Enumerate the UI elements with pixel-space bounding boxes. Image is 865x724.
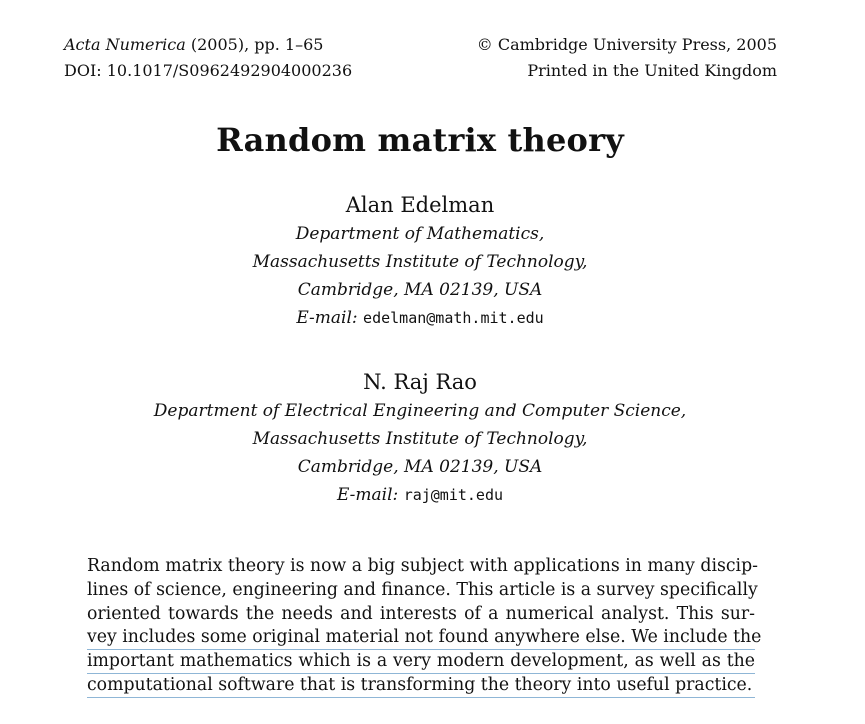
journal-citation bbox=[64, 32, 352, 58]
author-name: N. Raj Rao bbox=[363, 370, 477, 394]
affiliation-line: Massachusetts Institute of Technology, bbox=[252, 429, 588, 449]
author-block-2 bbox=[0, 367, 840, 509]
journal-info: (2005), pp. 1–65 bbox=[185, 35, 324, 54]
author-block-1 bbox=[0, 190, 840, 332]
affiliation-line: Cambridge, MA 02139, USA bbox=[297, 280, 543, 300]
copyright: © Cambridge University Press, 2005 bbox=[476, 35, 777, 54]
author-email: raj@mit.edu bbox=[403, 486, 504, 504]
author-email-line bbox=[0, 304, 840, 332]
journal-name: Acta Numerica bbox=[64, 35, 186, 54]
affiliation-line: Cambridge, MA 02139, USA bbox=[297, 457, 543, 477]
abstract-line: Random matrix theory is now a big subject with applications in many discip- bbox=[87, 556, 758, 576]
abstract-line: oriented towards the needs and interests of a numerical analyst. This sur- bbox=[87, 604, 755, 624]
affiliation-line: Department of Mathematics, bbox=[295, 224, 545, 244]
abstract bbox=[87, 554, 762, 698]
author-email: edelman@math.mit.edu bbox=[363, 309, 544, 327]
abstract-line: computational software that is transforming the theory into useful practice. bbox=[87, 674, 755, 698]
doi: DOI: 10.1017/S0962492904000236 bbox=[64, 61, 353, 80]
printed-location: Printed in the United Kingdom bbox=[527, 61, 777, 80]
affiliation-line: Massachusetts Institute of Technology, bbox=[252, 252, 588, 272]
abstract-line: vey includes some original material not found anywhere else. We include the bbox=[87, 626, 755, 650]
publisher-header bbox=[477, 32, 777, 84]
author-name: Alan Edelman bbox=[345, 193, 495, 217]
abstract-line: lines of science, engineering and finance. This article is a survey specifically bbox=[87, 580, 758, 600]
email-label: E-mail: bbox=[296, 308, 358, 328]
email-label: E-mail: bbox=[336, 485, 399, 505]
paper-title: Random matrix theory bbox=[216, 121, 624, 159]
author-email-line bbox=[0, 481, 840, 509]
affiliation-line: Department of Electrical Engineering and Computer Science, bbox=[153, 401, 687, 421]
abstract-line: important mathematics which is a very modern development, as well as the bbox=[87, 650, 755, 674]
journal-header bbox=[64, 32, 352, 84]
